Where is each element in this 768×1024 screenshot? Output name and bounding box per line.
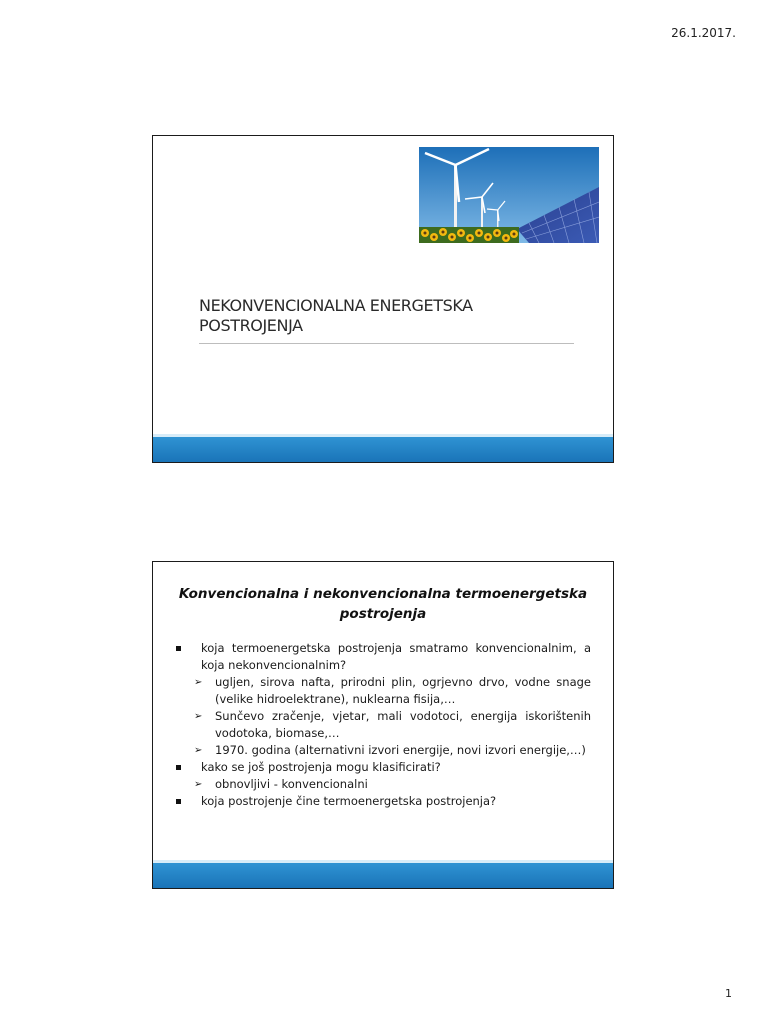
sub-bullet-item	[175, 742, 591, 759]
page-date: 26.1.2017.	[671, 26, 736, 40]
sub-bullet-text: ugljen, sirova nafta, prirodni plin, ogrjevno drvo, vodne snage (velike hidroelektrane), nuklearna fisija,…	[215, 675, 591, 706]
sub-bullet-text: Sunčevo zračenje, vjetar, mali vodotoci, energija iskorištenih vodotoka, biomase,…	[215, 709, 591, 740]
wind-solar-illustration	[419, 147, 599, 243]
sub-bullet-text: 1970. godina (alternativni izvori energije, novi izvori energije,…)	[215, 743, 586, 757]
slide2-title-line1: Konvencionalna i nekonvencionalna termoenergetska	[178, 586, 588, 602]
title-divider	[199, 343, 574, 344]
slide2-footer-bar	[153, 860, 613, 888]
bullet-list	[175, 640, 591, 810]
arrow-bullet-icon: ➢	[194, 711, 203, 722]
title-slide	[152, 135, 614, 463]
slide1-title-line1: NEKONVENCIONALNA ENERGETSKA	[199, 296, 473, 315]
content-slide	[152, 561, 614, 889]
bullet-item	[175, 640, 591, 674]
bullet-item	[175, 759, 591, 776]
slide1-title	[199, 296, 579, 336]
slide1-title-line2: POSTROJENJA	[199, 316, 303, 335]
slide2-title	[173, 584, 593, 624]
sub-bullet-item	[175, 674, 591, 708]
sub-bullet-item	[175, 708, 591, 742]
slide2-title-line2: postrojenja	[339, 606, 427, 622]
arrow-bullet-icon: ➢	[194, 779, 203, 790]
sub-bullet-text: obnovljivi - konvencionalni	[215, 777, 368, 791]
bullet-item	[175, 793, 591, 810]
arrow-bullet-icon: ➢	[194, 745, 203, 756]
bullet-text: koja postrojenje čine termoenergetska postrojenja?	[201, 794, 497, 808]
bullet-text: koja termoenergetska postrojenja smatramo konvencionalnim, a koja nekonvencionalnim?	[201, 641, 591, 672]
slide1-footer-bar	[153, 434, 613, 462]
sub-bullet-item	[175, 776, 591, 793]
renewable-energy-image	[419, 147, 599, 243]
arrow-bullet-icon: ➢	[194, 677, 203, 688]
bullet-text: kako se još postrojenja mogu klasificirati?	[201, 760, 441, 774]
page-number: 1	[725, 987, 732, 1000]
